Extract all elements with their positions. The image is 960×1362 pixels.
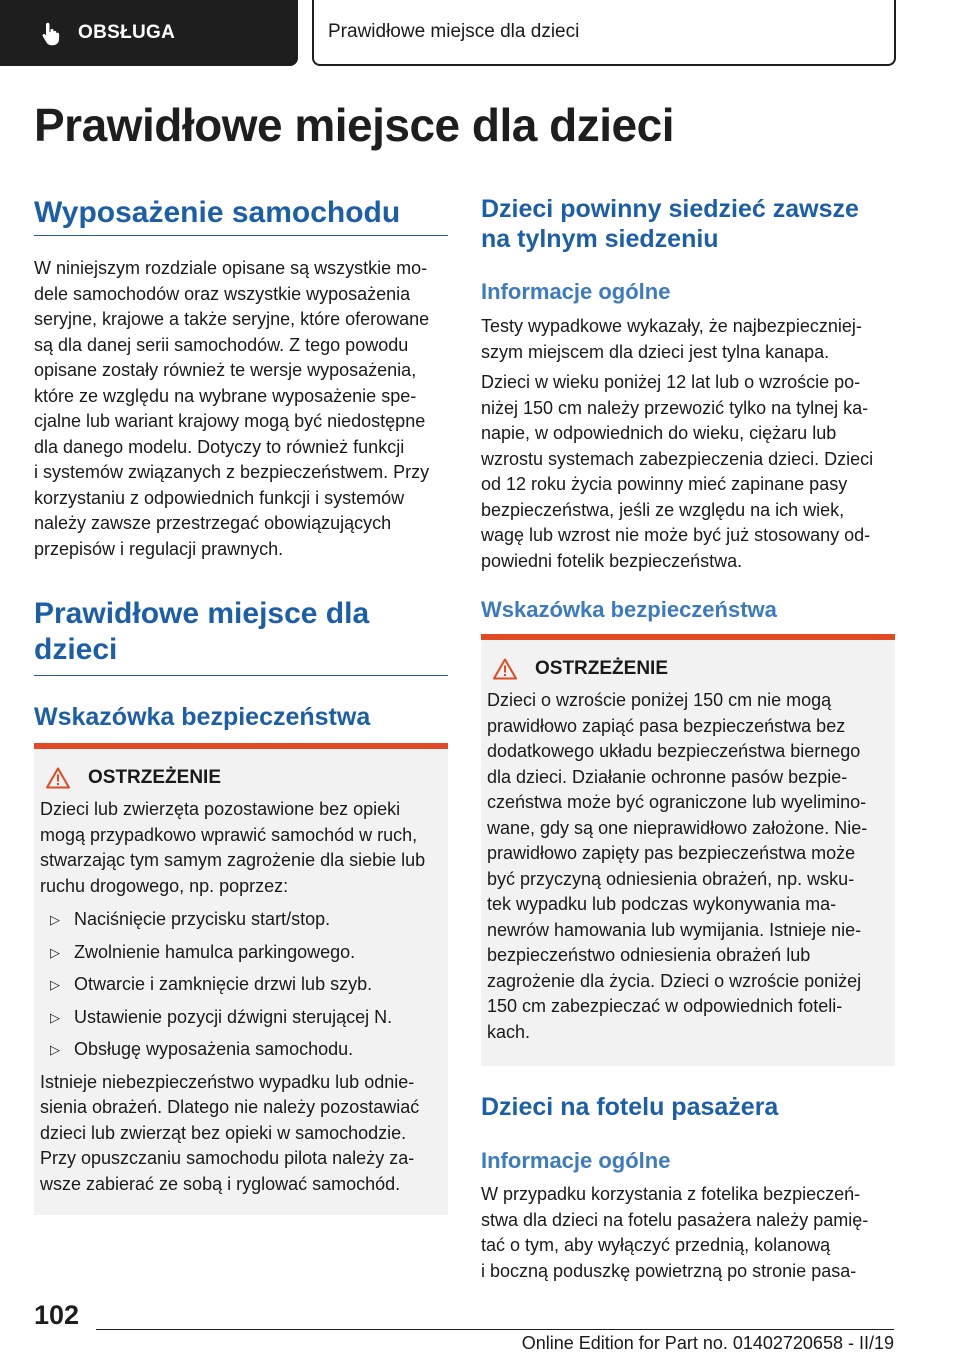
safety-heading: Wskazówka bezpieczeństwa [34, 703, 371, 731]
hand-pointer-icon [38, 20, 64, 46]
page-title: Prawidłowe miejsce dla dzieci [34, 99, 674, 151]
rear-seat-heading: Dzieci powinny siedzieć zawsze na tylnym siedzeniu [481, 195, 859, 253]
warning-icon [46, 767, 70, 789]
warning-list [40, 907, 442, 1063]
passenger-heading: Dzieci na fotelu pasażera [481, 1093, 779, 1121]
bullet-triangle-icon: ▷ [50, 1042, 60, 1057]
bullet-triangle-icon: ▷ [50, 944, 60, 960]
warning-text: Dzieci o wzroście poniżej 150 cm nie mogą prawidłowo zapiąć pasa bezpieczeństwa bez dodatkowego układu bezpieczeństwa biernego dla dzieci. Działanie ochronne pasów bezpie- czeństwa może być ograniczone lub wyelimino- wane, gdy są one nieprawidłowo założone. Nie- prawidłowo zapięty pas bezpieczeństwa może być przyczyną odniesienia obrażeń, np. wsku- tek wypadku lub podczas wykonywania ma- newrów hamowania lub wymijania. Istnieje nie- bezpieczeństwo odniesienia obrażeń lub zagrożenie dla życia. Dzieci o wzroście poniżej 150 cm zabezpieczać w odpowiednich foteli- kach. [487, 690, 868, 1042]
breadcrumb-label: Prawidłowe miejsce dla dzieci [328, 21, 580, 42]
equipment-heading: Wyposażenie samochodu [34, 196, 401, 229]
section-tab[interactable] [0, 0, 298, 66]
list-item: ▷ Zwolnienie hamulca parkingowego. [40, 940, 442, 966]
section-label: OBSŁUGA [78, 22, 176, 43]
breadcrumb[interactable] [312, 0, 896, 66]
list-item: ▷ Ustawienie pozycji dźwigni sterującej N. [40, 1005, 442, 1031]
info-text-2: Dzieci w wieku poniżej 12 lat lub o wzroście po- niżej 150 cm należy przewozić tylko na tylnej ka- napie, w odpowiednich do wieku, ciężaru lub wzrostu systemach zabezpieczenia dzieci. Dzieci od 12 roku życia powinny mieć zapinane pasy bezpieczeństwa, jeśli ze względu na ich wiek, wagę lub wzrost nie może być już stosowany od- powiedni fotelik bezpieczeństwa. [481, 372, 874, 571]
warning-title: OSTRZEŻENIE [535, 658, 669, 679]
warning-intro: Dzieci lub zwierzęta pozostawione bez opieki mogą przypadkowo wprawić samochód w ruch, stwarzając tym samym zagrożenie dla siebie lub ruchu drogowego, np. poprzez: [40, 799, 426, 896]
page-number: 102 [34, 1300, 80, 1330]
place-heading: Prawidłowe miejsce dla dzieci [34, 597, 370, 666]
warning-title: OSTRZEŻENIE [88, 767, 222, 788]
warning-box-right [481, 634, 895, 1066]
list-item: ▷ Otwarcie i zamknięcie drzwi lub szyb. [40, 972, 442, 998]
bullet-triangle-icon: ▷ [50, 912, 60, 927]
heading-rule [34, 675, 448, 676]
equipment-text: W niniejszym rozdziale opisane są wszystkie mo- dele samochodów oraz wszystkie wyposażenia seryjne, krajowe a także seryjne, które oferowane są dla danej serii samochodów. Z tego powodu opisane zostały również te wersje wyposażenia, które ze względu na wybrane wyposażenie spe- cjalne lub wariant krajowy mogą być niedostępne dla danego modelu. Dotyczy to również funkcji i systemów związanych z bezpieczeństwem. Przy korzystaniu z odpowiednich funkcji i systemów należy zawsze przestrzegać obowiązujących przepisów i regulacji prawnych. [34, 258, 430, 559]
warning-box [34, 743, 448, 1215]
info2-heading: Informacje ogólne [481, 1148, 671, 1173]
bullet-triangle-icon: ▷ [50, 977, 60, 992]
warning-outro: Istnieje niebezpieczeństwo wypadku lub odnie- sienia obrażeń. Dlatego nie należy pozostawiać dzieci lub zwierząt bez opieki w samochodzie. Przy opuszczaniu samochodu pilota należy za- wsze zabierać ze sobą i ryglować samochód. [40, 1071, 420, 1194]
list-item: ▷ Naciśnięcie przycisku start/stop. [40, 907, 442, 933]
edition-note: Online Edition for Part no. 01402720658 - II/19 [521, 1333, 894, 1353]
info-heading: Informacje ogólne [481, 279, 671, 304]
footer-rule [96, 1329, 894, 1330]
list-item: ▷ Obsługę wyposażenia samochodu. [40, 1037, 442, 1063]
info2-text: W przypadku korzystania z fotelika bezpieczeń- stwa dla dzieci na fotelu pasażera należy pamię- tać o tym, aby wyłączyć przednią, kolanową i boczną poduszkę powietrzną po stronie pasa- [481, 1184, 869, 1281]
safety-heading-right: Wskazówka bezpieczeństwa [481, 597, 777, 622]
bullet-triangle-icon: ▷ [50, 1009, 60, 1025]
heading-rule [34, 235, 448, 236]
warning-header [46, 767, 442, 789]
warning-icon [493, 658, 517, 680]
warning-header [493, 658, 889, 680]
info-text-1: Testy wypadkowe wykazały, że najbezpieczniej- szym miejscem dla dzieci jest tylna kanapa. [481, 316, 862, 362]
